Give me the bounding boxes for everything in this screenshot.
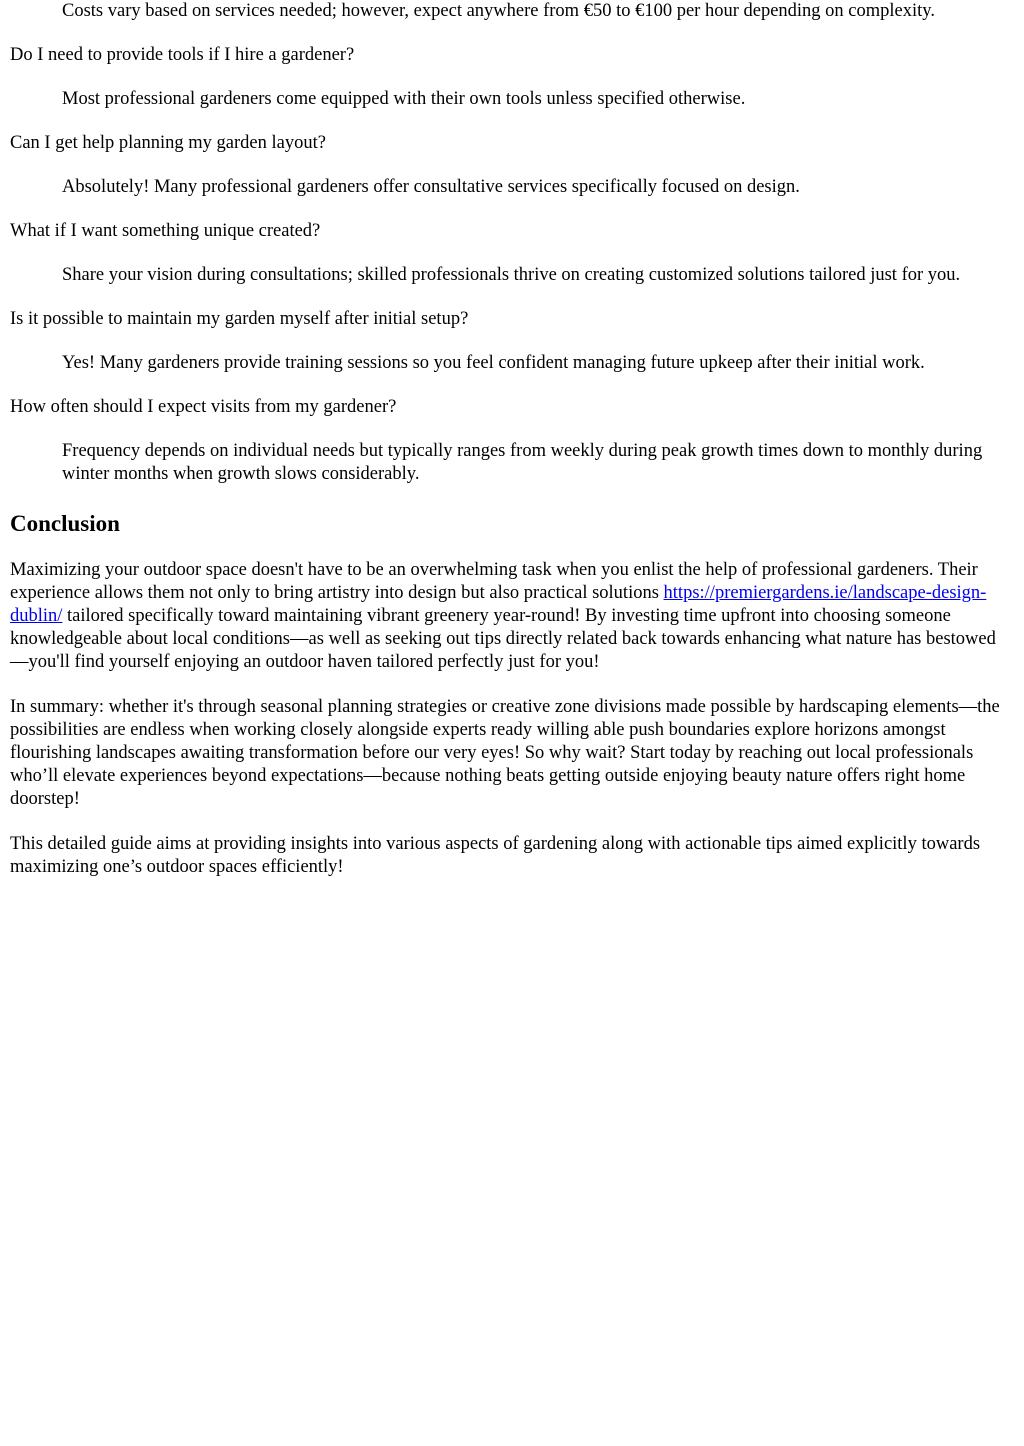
faq-question: What if I want something unique created? — [10, 221, 321, 241]
conclusion-paragraph-2: In summary: whether it's through seasonal planning strategies or creative zone divisions made possible by hardscaping elements—the possibilities are endless when working closely alongside experts ready willing able push boundaries explore horizons amongst flourishing landscapes awaiting transformation before our very eyes! So why wait? Start today by reaching out local professionals who’ll elevate experiences beyond expectations—because nothing beats getting outside enjoying beauty nature offers right home doorstep! — [10, 697, 1000, 809]
faq-answer: Share your vision during consultations; skilled professionals thrive on creating customized solutions tailored just for you. — [62, 265, 961, 285]
faq-question: Is it possible to maintain my garden myself after initial setup? — [10, 309, 469, 329]
conclusion-heading: Conclusion — [10, 511, 120, 536]
paragraph-text: tailored specifically toward maintaining vibrant greenery year-round! By investing time upfront into choosing someone knowledgeable about local conditions—as well as seeking out tips directly related back towards enhancing what nature has bestowed—you'll find yourself enjoying an outdoor haven tailored perfectly just for you! — [10, 606, 996, 672]
faq-answer: Most professional gardeners come equipped with their own tools unless specified otherwise. — [62, 89, 746, 109]
faq-answer: Yes! Many gardeners provide training sessions so you feel confident managing future upkeep after their initial work. — [62, 353, 925, 373]
faq-list — [10, 0, 1014, 486]
faq-question: Do I need to provide tools if I hire a gardener? — [10, 45, 355, 65]
faq-answer: Absolutely! Many professional gardeners offer consultative services specifically focused on design. — [62, 177, 800, 197]
landscape-design-link[interactable]: https://premiergardens.ie/landscape-design-dublin/ — [10, 583, 987, 626]
faq-question: How often should I expect visits from my gardener? — [10, 397, 397, 417]
paragraph-text: Maximizing your outdoor space doesn't have to be an overwhelming task when you enlist the help of professional gardeners. Their experience allows them not only to bring artistry into design but also practical solutions — [10, 560, 978, 603]
faq-question: Can I get help planning my garden layout? — [10, 133, 326, 153]
faq-answer: Costs vary based on services needed; however, expect anywhere from €50 to €100 per hour depending on complexity. — [62, 1, 935, 21]
faq-answer: Frequency depends on individual needs but typically ranges from weekly during peak growth times down to monthly during winter months when growth slows considerably. — [62, 441, 983, 484]
conclusion-paragraph-3: This detailed guide aims at providing insights into various aspects of gardening along with actionable tips aimed explicitly towards maximizing one’s outdoor spaces efficiently! — [10, 834, 981, 877]
conclusion-paragraph-1 — [10, 559, 1014, 674]
